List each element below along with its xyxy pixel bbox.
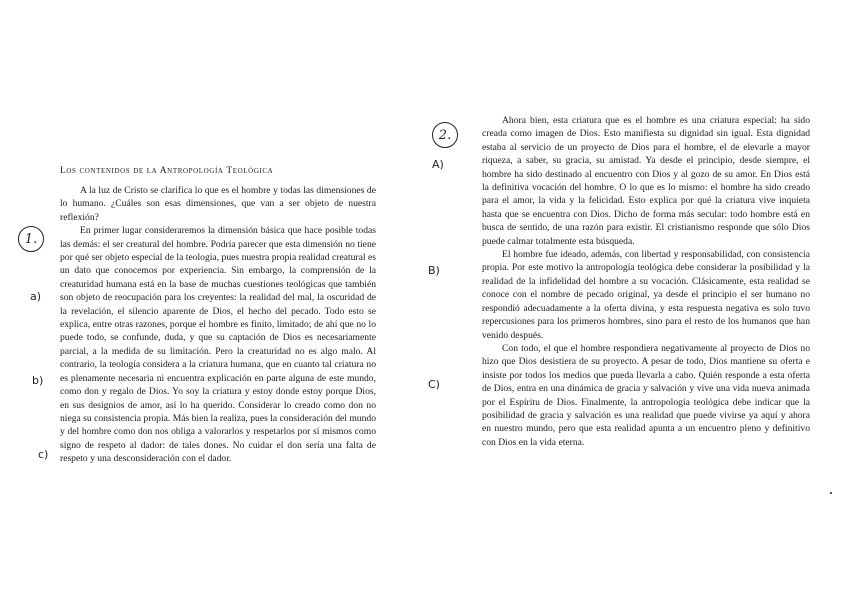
margin-mark-a: A): [432, 158, 444, 171]
margin-mark-b: b): [32, 374, 44, 387]
circled-annotation: 1.: [18, 226, 44, 252]
left-text-column: [60, 184, 376, 466]
right-paragraph-2: El hombre fue ideado, además, con libertad y responsabilidad, con consistencia propia. Por este motivo la antropología teológica debe considerar la posibilidad y la realidad de la infidelidad del hombre a su vocación. Clásicamente, esta realidad se conoce con el nombre de pecado original, ya desde el principio el ser humano no respondió adecuadamente a la oferta divina, y esta respuesta negativa es solo tuvo repercusiones para los primeros hombres, sino para el resto de los humanos que han venido después.: [482, 249, 810, 341]
margin-mark-a: a): [30, 290, 42, 303]
section-heading: Los contenidos de la Antropología Teológica: [60, 166, 274, 176]
right-text-column: [482, 114, 810, 449]
right-paragraph-3: Con todo, el que el hombre respondiera negativamente al proyecto de Dios no hizo que Dios desistiera de su proyecto. A pesar de todo, Dios mantiene su oferta e insiste por todos los medios que pueda llevarla a cabo. Quién responde a esta oferta de Dios, entra en una dinámica de gracia y salvación y vive una vida nueva animada por el Espíritu de Dios. Finalmente, la antropología teológica debe indicar que la posibilidad de gracia y salvación es una realidad que puede vivirse ya aquí y ahora en nuestro mundo, pero que esta realidad apunta a un encuentro pleno y definitivo con Dios en la vida eterna.: [482, 342, 810, 448]
stray-mark: [830, 492, 832, 494]
left-paragraph-2: En primer lugar consideraremos la dimensión básica que hace posible todas las demás: el ser creatural del hombre. Podría parecer que esta dimensión no tiene por qué ser objeto especial de la teología, pues nuestra propia realidad creatural es un dato que conocemos por experiencia. Sin embargo, la comprensión de la creaturidad humana está en la base de muchas cuestiones teológicas que también son objeto de reocupación para los creyentes: la realidad del mal, la oscuridad de la revelación, el silencio aparente de Dios, el hecho del pecado. Todo esto se explica, entre otras razones, porque el hombre es finito, limitado; de ahí que no lo puede todo, se confunde, duda, y que su captación de Dios es necesariamente parcial, a la medida de su limitación. Pero la creaturidad no es algo malo. Al contrario, la teología considera a la criatura humana, que en cuanto tal criatura no es plenamente necesaria ni encuentra explicación en parte alguna de este mundo, como don y regalo de Dios. Yo soy la criatura y estoy donde estoy porque Dios, en sus designios de amor, así lo ha querido. Considerar lo creado como don no niega su consistencia propia. Más bien la realiza, pues la consideración del mundo y del hombre como don nos obliga a valorarlos y respetarlos por sí mismos como signo de respeto al dador: de tales dones. No cuidar el don sería una falta de respeto y una desconsideración con el dador.: [60, 225, 376, 465]
circled-annotation: 2.: [432, 122, 458, 148]
margin-mark-c: C): [428, 378, 440, 391]
right-page: [424, 0, 848, 596]
right-paragraph-1: Ahora bien, esta criatura que es el hombre es una criatura especial: ha sido creada como imagen de Dios. Esto manifiesta su dignidad sin igual. Esta dignidad estaba al servicio de un proyecto de Dios para el hombre, el de elevarle a mayor riqueza, a saber, su gracia, su amistad. Ya desde el principio, desde siempre, el hombre ha sido destinado al encuentro con Dios y al gozo de su amor. En Dios está la definitiva vocación del hombre. O lo que es lo mismo: el hombre ha sido creado para el amor, la vida y la felicidad. Esto explica por qué la criatura vive inquieta hasta que se encuentra con Dios. Dicho de forma más secular: todo hombre está en busca de sentido, de una razón para existir. El cristianismo responde que sólo Dios puede calmar totalmente esta búsqueda.: [482, 115, 810, 247]
margin-mark-c: c): [38, 448, 49, 461]
margin-mark-b: B): [428, 264, 440, 277]
left-paragraph-1: A la luz de Cristo se clarifica lo que es el hombre y todas las dimensiones de lo humano. ¿Cuáles son esas dimensiones, que van a ser objeto de nuestra reflexión?: [60, 185, 376, 223]
